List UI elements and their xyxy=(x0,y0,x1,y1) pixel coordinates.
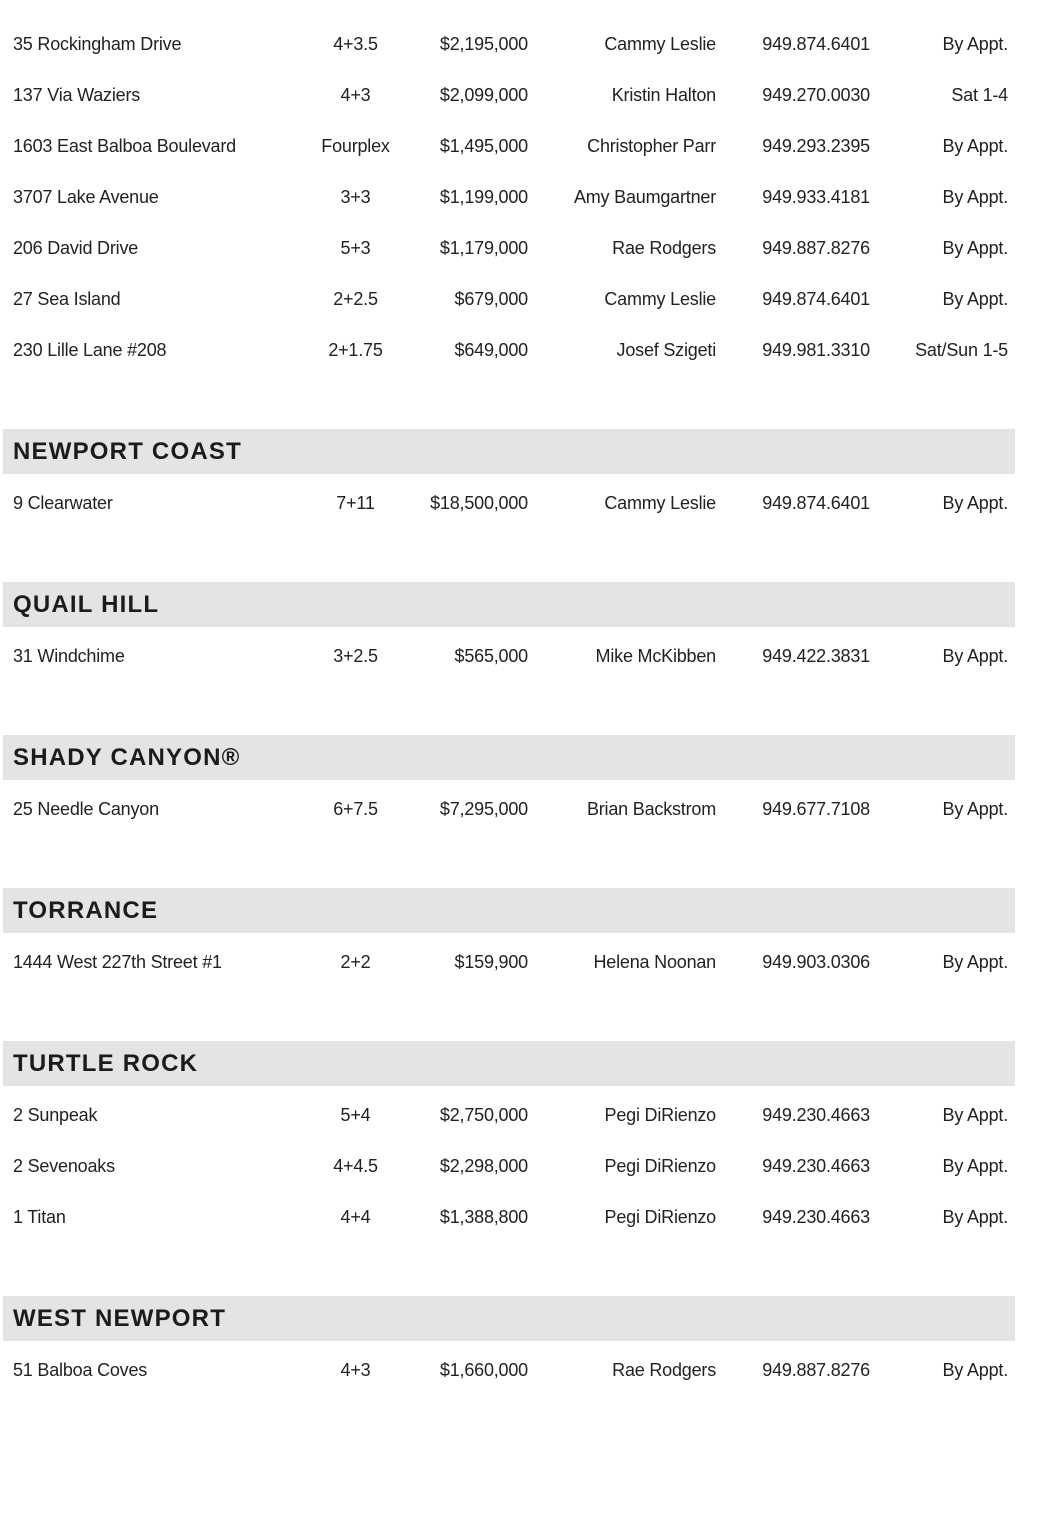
listing-price: $7,295,000 xyxy=(439,799,528,819)
listing-row xyxy=(0,478,1040,529)
listing-showing-time: By Appt. xyxy=(942,799,1008,819)
section-header xyxy=(3,1296,1015,1341)
listing-beds-baths: 7+11 xyxy=(336,493,375,513)
listing-agent-name: Cammy Leslie xyxy=(604,493,716,513)
listing-agent-phone: 949.903.0306 xyxy=(762,952,870,972)
listing-row xyxy=(0,1192,1040,1243)
listing-beds-baths: 6+7.5 xyxy=(333,799,378,819)
section-header xyxy=(3,582,1015,627)
listing-showing-time: By Appt. xyxy=(942,646,1008,666)
listing-row xyxy=(0,1141,1040,1192)
listing-row xyxy=(0,223,1040,274)
section-title: QUAIL HILL xyxy=(13,590,160,618)
listing-row xyxy=(0,937,1040,988)
listing-agent-phone: 949.887.8276 xyxy=(762,238,870,258)
listing-address: 2 Sunpeak xyxy=(13,1105,98,1125)
listings-section xyxy=(0,1296,1040,1396)
listings-section xyxy=(0,888,1040,988)
listing-agent-phone: 949.933.4181 xyxy=(762,187,870,207)
listing-agent-name: Cammy Leslie xyxy=(604,34,716,54)
listing-price: $649,000 xyxy=(454,340,528,360)
listing-agent-phone: 949.887.8276 xyxy=(762,1360,870,1380)
listing-price: $1,179,000 xyxy=(439,238,528,258)
listing-price: $1,495,000 xyxy=(439,136,528,156)
listing-address: 3707 Lake Avenue xyxy=(13,187,159,207)
listing-price: $679,000 xyxy=(454,289,528,309)
listing-price: $2,298,000 xyxy=(439,1156,528,1176)
listing-address: 31 Windchime xyxy=(13,646,125,666)
listing-beds-baths: Fourplex xyxy=(321,136,390,156)
listings-section xyxy=(0,582,1040,682)
listing-price: $1,388,800 xyxy=(439,1207,528,1227)
listing-showing-time: By Appt. xyxy=(942,136,1008,156)
listing-address: 137 Via Waziers xyxy=(13,85,141,105)
section-rows xyxy=(0,627,1040,682)
listing-agent-name: Christopher Parr xyxy=(587,136,716,156)
listing-beds-baths: 2+2.5 xyxy=(333,289,378,309)
listing-showing-time: Sat 1-4 xyxy=(951,85,1008,105)
listing-showing-time: By Appt. xyxy=(942,952,1008,972)
listing-beds-baths: 3+3 xyxy=(340,187,371,207)
listing-address: 1444 West 227th Street #1 xyxy=(13,952,222,972)
listing-row xyxy=(0,631,1040,682)
listing-showing-time: By Appt. xyxy=(942,187,1008,207)
listing-row xyxy=(0,19,1040,70)
listing-agent-phone: 949.270.0030 xyxy=(762,85,870,105)
listing-agent-phone: 949.981.3310 xyxy=(762,340,870,360)
listing-agent-phone: 949.874.6401 xyxy=(762,289,870,309)
section-title: SHADY CANYON® xyxy=(13,743,241,771)
listing-beds-baths: 3+2.5 xyxy=(333,646,378,666)
listing-showing-time: By Appt. xyxy=(942,1156,1008,1176)
listing-agent-name: Amy Baumgartner xyxy=(573,187,716,207)
listing-row xyxy=(0,70,1040,121)
section-title: TORRANCE xyxy=(13,896,159,924)
listing-showing-time: By Appt. xyxy=(942,493,1008,513)
listing-showing-time: Sat/Sun 1-5 xyxy=(915,340,1008,360)
listing-beds-baths: 4+4 xyxy=(340,1207,371,1227)
listing-agent-name: Helena Noonan xyxy=(593,952,716,972)
listing-price: $2,195,000 xyxy=(439,34,528,54)
section-header xyxy=(3,888,1015,933)
listing-address: 9 Clearwater xyxy=(13,493,113,513)
listing-beds-baths: 2+1.75 xyxy=(328,340,383,360)
listing-price: $1,660,000 xyxy=(439,1360,528,1380)
listing-address: 230 Lille Lane #208 xyxy=(13,340,167,360)
listing-row xyxy=(0,172,1040,223)
listing-agent-name: Kristin Halton xyxy=(611,85,716,105)
listing-agent-name: Rae Rodgers xyxy=(612,1360,716,1380)
listings-section xyxy=(0,735,1040,835)
listing-address: 25 Needle Canyon xyxy=(13,799,159,819)
section-rows xyxy=(0,1086,1040,1243)
listing-address: 1 Titan xyxy=(13,1207,66,1227)
listing-price: $1,199,000 xyxy=(439,187,528,207)
listing-row xyxy=(0,274,1040,325)
listing-address: 1603 East Balboa Boulevard xyxy=(13,136,236,156)
listing-address: 2 Sevenoaks xyxy=(13,1156,115,1176)
listings-section xyxy=(0,19,1040,376)
listing-agent-name: Mike McKibben xyxy=(595,646,716,666)
listing-agent-name: Pegi DiRienzo xyxy=(604,1105,716,1125)
listing-beds-baths: 4+4.5 xyxy=(333,1156,378,1176)
listing-agent-name: Pegi DiRienzo xyxy=(604,1156,716,1176)
listing-beds-baths: 4+3 xyxy=(340,85,371,105)
section-title: WEST NEWPORT xyxy=(13,1304,227,1332)
listing-price: $565,000 xyxy=(454,646,528,666)
listing-showing-time: By Appt. xyxy=(942,1207,1008,1227)
listing-agent-name: Brian Backstrom xyxy=(586,799,716,819)
listing-beds-baths: 4+3.5 xyxy=(333,34,378,54)
section-rows xyxy=(0,19,1040,376)
listing-beds-baths: 5+3 xyxy=(340,238,371,258)
listing-agent-name: Pegi DiRienzo xyxy=(604,1207,716,1227)
listing-agent-name: Cammy Leslie xyxy=(604,289,716,309)
listing-showing-time: By Appt. xyxy=(942,34,1008,54)
listing-agent-name: Josef Szigeti xyxy=(616,340,716,360)
listing-row xyxy=(0,1090,1040,1141)
listing-address: 51 Balboa Coves xyxy=(13,1360,148,1380)
listing-beds-baths: 2+2 xyxy=(340,952,371,972)
listing-price: $2,099,000 xyxy=(439,85,528,105)
section-rows xyxy=(0,933,1040,988)
section-title: NEWPORT COAST xyxy=(13,437,242,465)
listing-address: 206 David Drive xyxy=(13,238,139,258)
listing-agent-phone: 949.230.4663 xyxy=(762,1105,870,1125)
listing-price: $18,500,000 xyxy=(430,493,528,513)
section-rows xyxy=(0,1341,1040,1396)
listing-agent-phone: 949.874.6401 xyxy=(762,493,870,513)
listing-showing-time: By Appt. xyxy=(942,1360,1008,1380)
listing-beds-baths: 5+4 xyxy=(340,1105,371,1125)
section-header xyxy=(3,735,1015,780)
section-title: TURTLE ROCK xyxy=(13,1049,199,1077)
listing-row xyxy=(0,325,1040,376)
listing-address: 27 Sea Island xyxy=(13,289,121,309)
listing-beds-baths: 4+3 xyxy=(340,1360,371,1380)
listing-price: $2,750,000 xyxy=(439,1105,528,1125)
listing-address: 35 Rockingham Drive xyxy=(13,34,182,54)
listing-row xyxy=(0,1345,1040,1396)
listing-agent-phone: 949.230.4663 xyxy=(762,1156,870,1176)
listing-agent-phone: 949.422.3831 xyxy=(762,646,870,666)
listing-showing-time: By Appt. xyxy=(942,238,1008,258)
listing-showing-time: By Appt. xyxy=(942,289,1008,309)
section-rows xyxy=(0,780,1040,835)
section-header xyxy=(3,429,1015,474)
listing-agent-name: Rae Rodgers xyxy=(612,238,716,258)
listing-row xyxy=(0,784,1040,835)
listing-row xyxy=(0,121,1040,172)
listings-section xyxy=(0,429,1040,529)
listing-agent-phone: 949.293.2395 xyxy=(762,136,870,156)
listing-price: $159,900 xyxy=(454,952,528,972)
listing-showing-time: By Appt. xyxy=(942,1105,1008,1125)
section-rows xyxy=(0,474,1040,529)
listing-agent-phone: 949.677.7108 xyxy=(762,799,870,819)
listing-agent-phone: 949.230.4663 xyxy=(762,1207,870,1227)
listings-section xyxy=(0,1041,1040,1243)
listing-agent-phone: 949.874.6401 xyxy=(762,34,870,54)
section-header xyxy=(3,1041,1015,1086)
